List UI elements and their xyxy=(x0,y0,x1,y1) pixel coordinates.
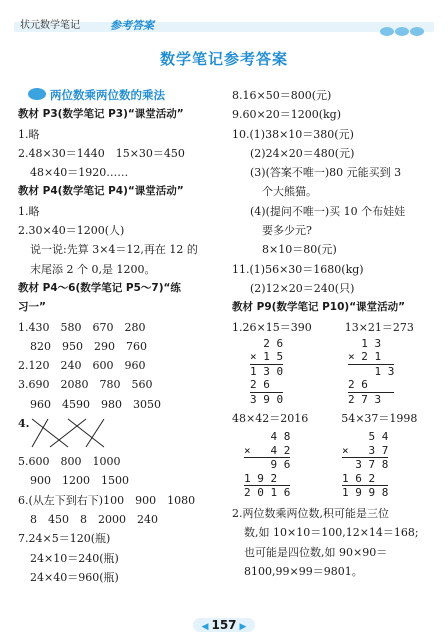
calc-row: 2 0 1 6 xyxy=(244,486,291,500)
page-header xyxy=(14,18,434,34)
answer-line: 8.16×50＝800(元) xyxy=(232,89,332,102)
equations-row: 48×42＝2016 54×37＝1998 xyxy=(232,411,418,425)
answer-line: 3.690 2080 780 560 xyxy=(18,378,153,392)
calc-row: 2 6 xyxy=(348,378,394,393)
q2-line: 8100,99×99＝9801。 xyxy=(244,565,363,579)
answer-line: 个大熊猫。 xyxy=(262,185,317,199)
section-heading xyxy=(18,86,216,105)
vertical-calc-54x37 xyxy=(342,430,388,500)
matching-lines-figure xyxy=(30,416,110,450)
calc-row: × 1 5 xyxy=(250,350,284,364)
answer-line: 教材 P4～6(数学笔记 P5～7)“练 xyxy=(18,281,181,294)
calc-row: × 2 1 xyxy=(348,350,394,365)
answer-line: 教材 P3(数学笔记 P3)“课堂活动” xyxy=(18,108,184,121)
answer-line: (3)(答案不唯一)80 元能买到 3 xyxy=(250,166,402,180)
left-lines-2 xyxy=(18,452,216,587)
calc-row: 3 9 0 xyxy=(250,392,284,406)
section-heading-text: 两位数乘两位数的乘法 xyxy=(50,88,165,102)
vertical-calc-48x42 xyxy=(244,430,290,500)
vertical-calc-13x21 xyxy=(348,337,394,407)
answer-line: 末尾添 2 个 0,是 1200。 xyxy=(30,262,156,276)
right-lines xyxy=(232,86,432,337)
page-number: 157 xyxy=(211,618,237,632)
answer-line: 10.(1)38×10＝380(元) xyxy=(232,127,354,141)
calc-row: 1 3 xyxy=(348,364,395,378)
answer-line: (2)12×20＝240(只) xyxy=(250,281,355,295)
book-name: 状元数学笔记 xyxy=(20,20,80,31)
cloud-icon xyxy=(28,88,46,100)
calc-row: 4 8 xyxy=(244,430,291,444)
answer-line: (4)(提问不唯一)买 10 个布娃娃 xyxy=(250,204,406,218)
answer-line: 24×40＝960(瓶) xyxy=(30,570,119,584)
vertical-calc-1 xyxy=(232,337,432,409)
left-lines xyxy=(18,105,216,414)
vertical-calc-2 xyxy=(232,428,432,504)
left-triangle-icon: ◀ xyxy=(201,622,209,632)
right-triangle-icon: ▶ xyxy=(239,622,247,632)
q4-label: 4. xyxy=(18,417,30,431)
calc-row: × 4 2 xyxy=(244,443,291,457)
q2-line: 也可能是四位数,如 90×90＝ xyxy=(244,545,388,559)
page-title: 数学笔记参考答案 xyxy=(159,50,288,68)
answer-line: 要多少元? xyxy=(262,224,312,238)
answer-line: 7.24×5＝120(瓶) xyxy=(18,532,111,546)
answer-line: 教材 P9(数学笔记 P10)“课堂活动” xyxy=(232,301,406,314)
answer-line: 1.略 xyxy=(18,127,40,141)
answer-line: 2.120 240 600 960 xyxy=(18,359,146,373)
q2-line: 数,如 10×10＝100,12×14＝168; xyxy=(244,526,419,540)
vertical-calc-26x15 xyxy=(250,337,283,407)
q2-line: 2.两位数乘两位数,积可能是三位 xyxy=(232,507,389,521)
answer-line: 2.48×30＝1440 15×30＝450 xyxy=(18,146,185,160)
answer-line: 24×10＝240(瓶) xyxy=(30,551,119,565)
answer-line: 1.略 xyxy=(18,204,40,218)
matching-answer xyxy=(18,414,216,452)
answer-line: 8 450 8 2000 240 xyxy=(30,512,158,526)
calc-row: 9 6 xyxy=(244,458,291,472)
header-section: 参考答案 xyxy=(110,19,154,32)
answer-line: 11.(1)56×30＝1680(kg) xyxy=(232,262,364,276)
calc-row: 1 3 0 xyxy=(250,364,284,378)
answer-line: 2.30×40＝1200(人) xyxy=(18,224,125,238)
answer-line: 9.60×20＝1200(kg) xyxy=(232,108,341,122)
answer-line: 1.26×15＝390 13×21＝273 xyxy=(232,320,414,334)
answer-line: 5.600 800 1000 xyxy=(18,455,121,469)
calc-row: 1 6 2 xyxy=(342,471,389,485)
calc-row: × 3 7 xyxy=(342,443,389,457)
calc-row: 2 6 xyxy=(250,336,284,350)
header-decoration xyxy=(379,21,424,40)
right-column xyxy=(232,86,432,581)
answer-line: 1.430 580 670 280 xyxy=(18,320,146,334)
page-footer xyxy=(0,618,448,632)
answer-line: 48×40＝1920…… xyxy=(30,166,129,180)
calc-row: 3 7 8 xyxy=(342,458,389,472)
answer-line: 900 1200 1500 xyxy=(30,474,129,488)
calc-row: 5 4 xyxy=(342,430,389,444)
left-column xyxy=(18,86,216,587)
calc-row: 1 9 9 8 xyxy=(342,486,389,500)
answer-line: 6.(从左下到右下)100 900 1080 xyxy=(18,493,196,507)
answer-line: 960 4590 980 3050 xyxy=(30,397,161,411)
answer-line: (2)24×20＝480(元) xyxy=(250,146,355,160)
answer-line: 习一” xyxy=(18,301,46,314)
question-2-text xyxy=(232,504,432,581)
answer-line: 教材 P4(数学笔记 P4)“课堂活动” xyxy=(18,185,184,198)
calc-row: 1 9 2 xyxy=(244,471,291,485)
calc-row: 2 6 xyxy=(250,378,284,392)
answer-line: 8×10＝80(元) xyxy=(262,243,337,257)
answer-line: 820 950 290 760 xyxy=(30,339,147,353)
calc-row: 2 7 3 xyxy=(348,392,382,406)
calc-row: 1 3 xyxy=(348,336,382,350)
answer-line: 说一说:先算 3×4＝12,再在 12 的 xyxy=(30,243,198,257)
